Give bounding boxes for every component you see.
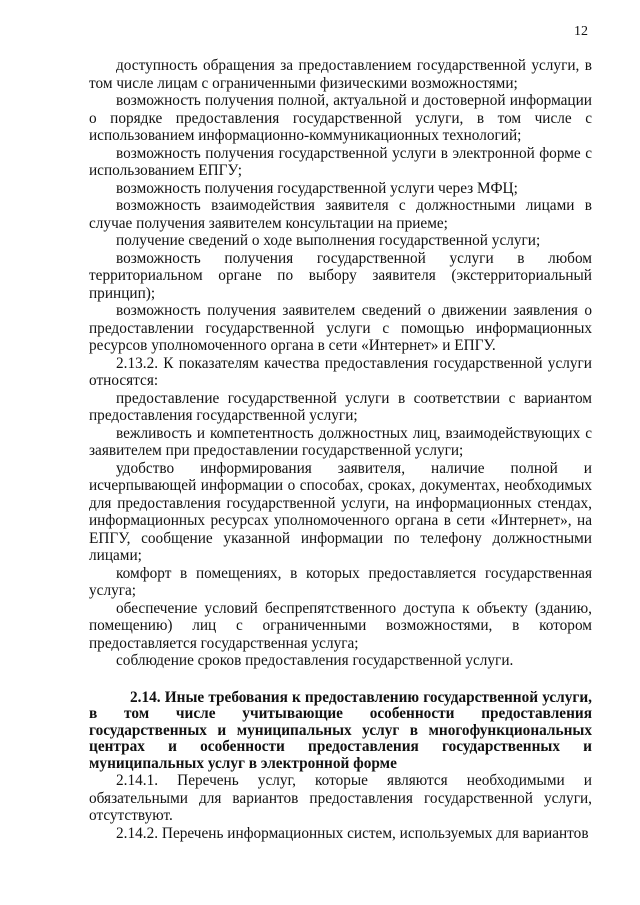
document-body [89,57,592,842]
page-number: 12 [574,24,588,39]
paragraph-electronic-form: возможность получения государственной услуги в электронной форме с использованием ЕПГУ; [89,144,592,179]
paragraph-variant-compliance: предоставление государственной услуги в соответствии с вариантом предоставления государственной услуги; [89,389,592,424]
paragraph-deadlines: соблюдение сроков предоставления государственной услуги. [116,652,514,669]
paragraph-informing: удобство информирования заявителя, наличие полной и исчерпывающей информации о способах, сроках, документах, необходимых для предоставления государственной услуги, на информационных стендах, информационных ресурсах уполномоченного органа в сети «Интернет», на ЕПГУ, сообщение указанной информации по телефону должностными лицами; [89,459,592,564]
section-spacer [89,670,592,690]
paragraph-politeness: вежливость и компетентность должностных лиц, взаимодействующих с заявителем при предоставлении государственной услуги; [89,424,592,459]
paragraph-mfc: возможность получения государственной услуги через МФЦ; [116,179,518,197]
paragraph-barrier-free: обеспечение условий беспрепятственного доступа к объекту (зданию, помещению) лиц с ограниченными возможностями, в котором предоставляется государственная услуга; [89,599,592,652]
paragraph-officials-interaction: возможность взаимодействия заявителя с должностными лицами в случае получения заявителем консультации на приеме; [89,197,592,232]
paragraph-comfort: комфорт в помещениях, в которых предоставляется государственная услуга; [89,564,592,599]
section-heading-2-14: 2.14. Иные требования к предоставлению государственной услуги, в том числе учитывающие особенности предоставления государственных и муниципальных услуг в многофункциональных центрах и особенности предоставления государственных и муниципальных услуг в электронной форме [89,688,592,772]
paragraph-2-14-1: 2.14.1. Перечень услуг, которые являются необходимыми и обязательными для вариантов предоставления государственной услуги, отсутствуют. [89,772,592,824]
paragraph-extraterritorial: возможность получения государственной услуги в любом территориальном органе по выбору заявителя (экстерриториальный принцип); [89,249,592,302]
paragraph-2-13-2: 2.13.2. К показателям качества предоставления государственной услуги относятся: [89,354,592,389]
paragraph-accessibility: доступность обращения за предоставлением государственной услуги, в том числе лицам с ограниченными физическими возможностями; [89,57,592,92]
paragraph-2-14-2: 2.14.2. Перечень информационных систем, используемых для вариантов [116,824,589,842]
paragraph-information-completeness: возможность получения полной, актуальной и достоверной информации о порядке предоставления государственной услуги, в том числе с использованием информационно-коммуникационных технологий; [89,92,592,144]
paragraph-application-movement: возможность получения заявителем сведений о движении заявления о предоставлении государственной услуги с помощью информационных ресурсов уполномоченного органа в сети «Интернет» и ЕПГУ. [89,302,592,354]
paragraph-progress-info: получение сведений о ходе выполнения государственной услуги; [116,232,541,249]
